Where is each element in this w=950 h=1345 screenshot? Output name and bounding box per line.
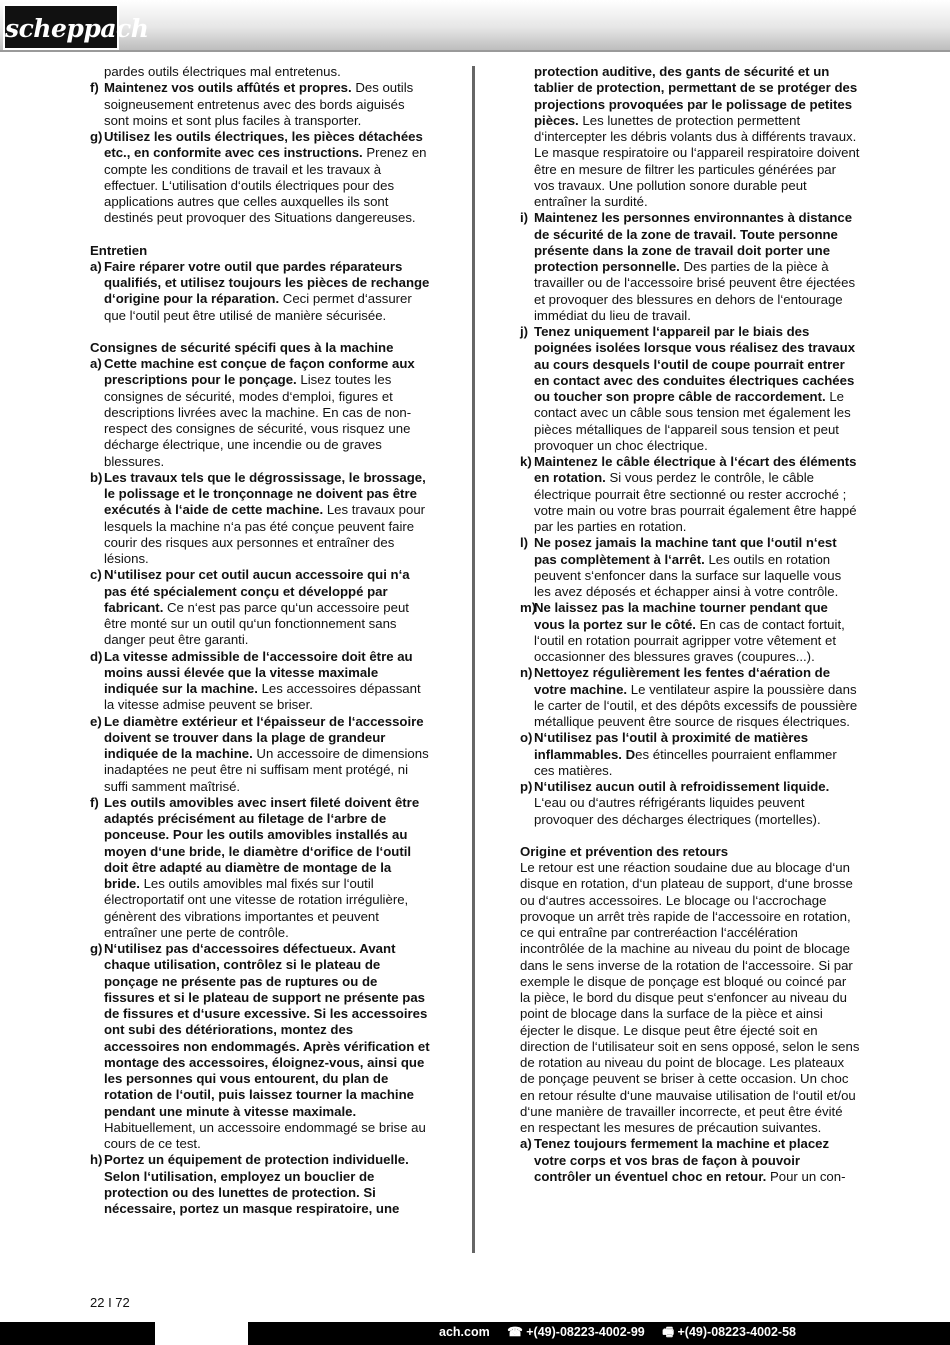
list-item-label: g): [90, 941, 103, 956]
list-item-label: d): [90, 648, 103, 664]
list-item: [520, 779, 860, 828]
list-item-text: Pour un con-: [766, 1168, 846, 1184]
list-item-label: j): [520, 324, 529, 339]
list-item-emphasis: N‘utilisez pas d‘accessoires défectueux. Avant chaque utilisation, contrôlez si le plateau de ponçage ne présente pas de ruptures ou de fissures et si le plateau de support ne présente pas de fissures et d‘usure excessive. Si les accessoires ont subi des détériorations, montez des accessoires non endommagés. Après vérification et montage des accessoires, éloignez-vous, ainsi que les personnes qui vous entourent, du plan de rotation de l‘outil, puis laissez tourner la machine pendant une minute à vitesse maximale.: [104, 941, 430, 1119]
list-item-emphasis: Maintenez vos outils affûtés et propres.: [104, 80, 352, 96]
footer-phone: ☎ +(49)-08223-4002-99: [507, 1325, 645, 1339]
list-item: [520, 210, 860, 324]
list-item-text: Lisez toutes les consignes de sécurité, modes d‘emploi, figures et descriptions livrées avec la machine. En cas de non-respect des consignes de sécurité, vous risquez une décharge électrique, une incendie ou de graves blessures.: [104, 372, 412, 469]
list-item-emphasis: Maintenez les personnes environnantes à distance de sécurité de la zone de travail. Toute personne présente dans la zone de travail doit porter une protection personnelle.: [534, 210, 853, 274]
list-item-text: Prenez en compte les conditions de travail et les travaux à effectuer. L‘utilisation d‘outils électriques pour des applications autres que celles auxquelles ils sont destinés peut provoquer des Situations dangereuses.: [104, 145, 427, 226]
list-item-emphasis: Les outils amovibles avec insert fileté doivent être adaptés précisément au filetage de l‘arbre de ponceuse. Pour les outils amovibles installés au moyen d‘une bride, le diamètre d‘orifice de l‘outil doit être adapté au diamètre de montage de la bride.: [104, 794, 420, 891]
paragraph-gap: [520, 828, 860, 844]
list-item-emphasis: protection auditive, des gants de sécurité et un tablier de protection, permettant de se protéger des projections provoquées par le polissage de petites pièces.: [534, 64, 858, 128]
continued-text: [90, 64, 430, 80]
list-item: [90, 470, 430, 568]
list-item: [90, 259, 430, 324]
list-item-text: Les travaux pour lesquels la machine n‘a pas été conçue peuvent faire courir des risques aux personnes et entraîner des lésions.: [104, 502, 426, 566]
list-item: [90, 714, 430, 795]
footer-contact: [425, 1322, 796, 1345]
list-item-label: k): [520, 454, 532, 469]
list-item-emphasis: Cette machine est conçue de façon conforme aux prescriptions pour le ponçage.: [104, 356, 415, 388]
list-item-label: o): [520, 730, 533, 746]
list-item-text: pardes outils électriques mal entretenus.: [104, 64, 341, 79]
list-item-label: b): [90, 469, 103, 485]
paragraph-gap: [90, 227, 430, 243]
list-item: [520, 454, 860, 535]
list-item: [520, 324, 860, 454]
list-item-emphasis: Ne laissez pas la machine tourner pendant que vous la portez sur le côté.: [534, 600, 828, 632]
list-item-label: p): [520, 779, 533, 794]
list-item-text: Des outils soigneusement entretenus avec des bords aiguisés sont moins et sont plus faciles à transporter.: [104, 80, 414, 128]
list-item-text: Habituellement, un accessoire endommagé se brise au cours de ce test.: [104, 1119, 426, 1151]
list-item-label: c): [90, 567, 102, 583]
section-heading: Origine et prévention des retours: [520, 843, 729, 859]
list-item: [90, 941, 430, 1152]
list-item-emphasis: Faire réparer votre outil que pardes réparateurs qualifiés, et utilisez toujours les pièces de rechange d‘origine pour la réparation.: [104, 258, 430, 307]
list-item-label: a): [520, 1136, 532, 1152]
list-item: [520, 600, 860, 665]
left-column: [90, 64, 430, 1217]
list-item-text: Les outils en rotation peuvent s‘enfoncer dans la surface sur laquelle vous les avez déposés et échapper ainsi à votre contrôle.: [534, 551, 842, 599]
list-item-label: g): [90, 129, 103, 144]
list-item-emphasis: N‘utilisez aucun outil à refroidissement liquide.: [534, 779, 830, 794]
list-item-label: a): [90, 356, 102, 371]
list-item-label: e): [90, 713, 102, 729]
list-item-text: En cas de contact fortuit, l‘outil en rotation pourrait agripper votre vêtement et occasionner des blessures graves (coupures...).: [534, 616, 845, 664]
list-item-emphasis: Tenez uniquement l‘appareil par le biais des poignées isolées lorsque vous réalisez des travaux au cours desquels l‘outil de coupe pourrait entrer en contact avec des conduites électriques cachées ou toucher son propre câble de raccordement.: [534, 324, 856, 404]
list-item-label: n): [520, 665, 533, 681]
footer-web: ach.com: [439, 1325, 490, 1339]
list-item-text: Les accessoires dépassant la vitesse admise peuvent se briser.: [104, 681, 421, 713]
list-item-emphasis: Les travaux tels que le dégrossissage, le brossage, le polissage et le tronçonnage ne doivent pas être exécutés à l‘aide de cette machine.: [104, 469, 426, 518]
list-item-emphasis: Tenez toujours fermement la machine et placez votre corps et vos bras de façon à pouvoir contrôler un éventuel choc en retour.: [534, 1136, 830, 1184]
list-item-label: i): [520, 210, 529, 226]
right-column: [520, 64, 860, 1185]
list-item-text: Ce n‘est pas parce qu‘un accessoire peut être monté sur un outil qu‘un fonctionnement sans danger peut être garanti.: [104, 599, 409, 648]
list-item-text: L‘eau ou d‘autres réfrigérants liquides peuvent provoquer des décharges électriques (mortelles).: [534, 795, 821, 827]
list-item-emphasis: Portez un équipement de protection individuelle. Selon l‘utilisation, employez un bouclier de protection ou des lunettes de protection. Si nécessaire, portez un masque respiratoire, une: [104, 1152, 409, 1216]
list-item: [90, 567, 430, 648]
continued-text: [520, 64, 860, 210]
list-item-text: Un accessoire de dimensions inadaptées ne peut être ni suffisam ment protégé, ni suffi samment maîtrisé.: [104, 746, 429, 794]
paragraph-gap: [90, 324, 430, 340]
list-item-text: Le ventilateur aspire la poussière dans le carter de l‘outil, et des dépôts excessifs de poussière métallique peuvent être source de risques électriques.: [534, 681, 858, 729]
brand-logo: scheppach: [3, 4, 119, 50]
list-item-emphasis: Nettoyez régulièrement les fentes d‘aération de votre machine.: [534, 665, 831, 697]
list-item-label: f): [90, 794, 99, 810]
list-item-label: f): [90, 80, 99, 96]
section-heading: Entretien: [90, 242, 148, 258]
footer-white-block: [155, 1322, 248, 1345]
list-item-text: Les lunettes de protection permettent d‘intercepter les débris volants dus à différents travaux. Le masque respiratoire ou l‘appareil respiratoire doivent être en mesure de filtrer les particules générées par vos travaux. Une pollution sonore durable peut entraîner la surdité.: [534, 112, 860, 209]
list-item: [520, 730, 860, 779]
list-item-text: es étincelles pourraient enflammer ces matières.: [534, 746, 837, 778]
list-item-label: h): [90, 1152, 103, 1168]
list-item-emphasis: N‘utilisez pour cet outil aucun accessoire qui n‘a pas été spécialement conçu et développé par fabricant.: [104, 567, 410, 615]
list-item-emphasis: N‘utilisez pas l‘outil à proximité de matières inflammables. D: [534, 730, 809, 762]
list-item: [90, 1152, 430, 1217]
list-item-label: l): [520, 535, 529, 551]
list-item: [90, 649, 430, 714]
column-divider: [472, 66, 475, 1253]
list-item-text: Les outils amovibles mal fixés sur l‘outil électroportatif ont une vitesse de rotation irrégulière, génèrent des vibrations importantes et peuvent entraîner une perte de contrôle.: [104, 876, 409, 940]
section-heading: Consignes de sécurité spécifi ques à la machine: [90, 339, 394, 355]
list-item: [90, 80, 430, 129]
list-item-text: Si vous perdez le contrôle, le câble électrique pourrait être sectionné ou rester accroché ; votre main ou votre bras pourrait également être happé par les parties en rotation.: [534, 470, 857, 534]
list-item-text: Des parties de la pièce à travailler ou de l‘accessoire brisé peuvent être éjectées et provoquer des blessures en dehors de l‘entourage immédiat du lieu de travail.: [534, 259, 856, 323]
list-item-text: Le contact avec un câble sous tension met également les pièces métalliques de l‘appareil sous tension et peut provoquer un choc électrique.: [534, 389, 851, 453]
list-item: [90, 795, 430, 941]
footer-fax: 🖷 +(49)-08223-4002-58: [662, 1325, 796, 1339]
list-item-label: a): [90, 258, 102, 274]
list-item-emphasis: Le diamètre extérieur et l‘épaisseur de l‘accessoire doivent se trouver dans la plage de grandeur indiquée de la machine.: [104, 713, 424, 761]
body-paragraph: Le retour est une réaction soudaine due au blocage d‘un disque en rotation, d‘un plateau de support, d‘une brosse ou d‘autres accessoires. Le blocage ou l‘accrochage provoque un arrêt très rapide de l‘accessoire en rotation, ce qui entraîne par contreréaction l‘accélération incontrôlée de la machine au niveau du point de blocage dans le sens inverse de la rotation de l‘accessoire. Si par exemple le disque de ponçage est bloqué ou coincé par la pièce, le bord du disque peut s‘enfoncer au niveau du point de blocage dans la surface de la pièce et ainsi éjecter le disque. Le disque peut être éjecté soit en direction de l‘utilisateur soit en sens opposé, selon le sens de rotation au niveau du point de blocage. Les plateaux de ponçage peuvent se briser à cette occasion. Un choc en retour résulte d‘une mauvaise utilisation de l‘outil et/ou d‘une manière de travailler incorrecte, et peut être évité en respectant les mesures de précaution suivantes.: [520, 860, 860, 1135]
list-item: [520, 1136, 860, 1185]
page-number: 22 I 72: [90, 1295, 130, 1310]
list-item-emphasis: Ne posez jamais la machine tant que l‘outil n‘est pas complètement à l‘arrêt.: [534, 535, 837, 567]
list-item: [90, 129, 430, 227]
list-item-label: m): [520, 600, 537, 616]
list-item: [520, 535, 860, 600]
list-item-emphasis: La vitesse admissible de l‘accessoire doit être au moins aussi élevée que la vitesse maximale indiquée sur la machine.: [104, 648, 413, 696]
list-item-text: Ceci permet d‘assurer que l‘outil peut être utilisé de manière sécurisée.: [104, 291, 412, 323]
list-item: [520, 665, 860, 730]
list-item-emphasis: Maintenez le câble électrique à l‘écart des éléments en rotation.: [534, 454, 857, 486]
list-item: [90, 356, 430, 470]
list-item-emphasis: Utilisez les outils électriques, les pièces détachées etc., en conformite avec ces instructions.: [104, 129, 423, 161]
